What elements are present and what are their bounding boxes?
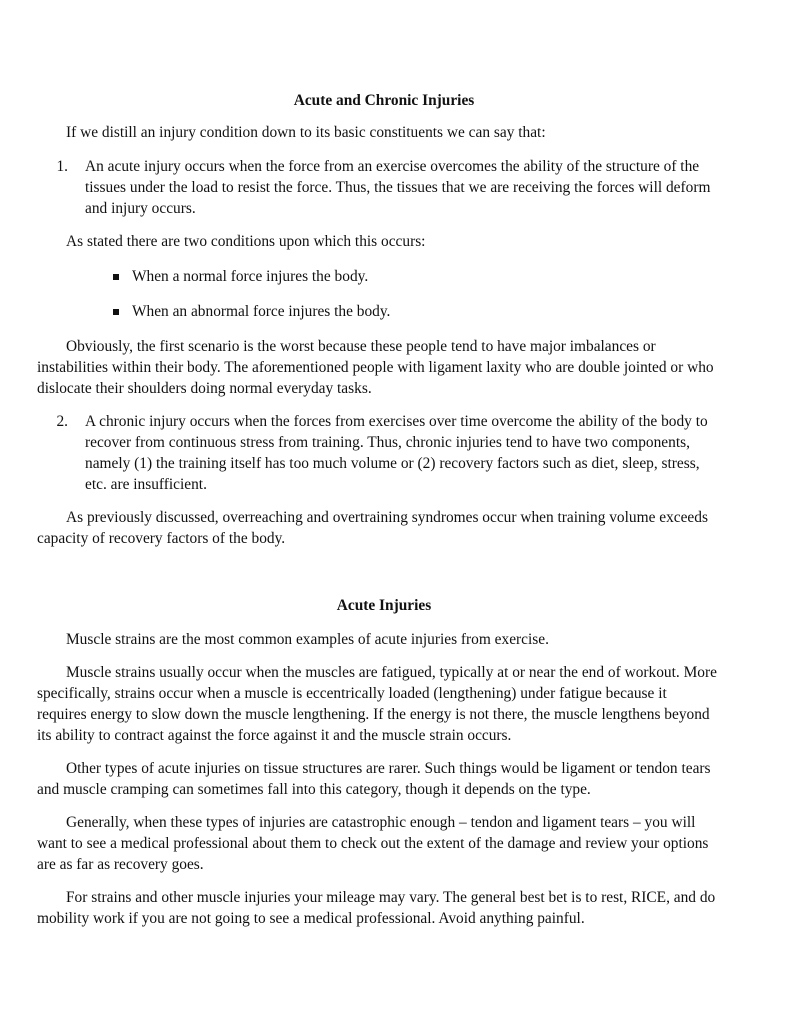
acute-paragraph-5: For strains and other muscle injuries your mileage may vary. The general best bet is to rest, RICE, and do mobility work if you are not going to see a medical professional. Avoid anything painful. [37,889,716,927]
bullet-text: When an abnormal force injures the body. [132,303,391,320]
document-page [37,90,717,929]
bullet-text: When a normal force injures the body. [132,268,369,285]
numbered-item-chronic [37,411,717,495]
section-heading-acute-chronic: Acute and Chronic Injuries [293,92,475,109]
previously-paragraph: As previously discussed, overreaching and overtraining syndromes occur when training volume exceeds capacity of recovery factors of the body. [37,509,708,547]
list-number: 2. [56,413,68,430]
acute-paragraph-1: Muscle strains are the most common examples of acute injuries from exercise. [66,631,549,648]
bullet-icon [113,274,119,280]
numbered-item-acute [37,156,717,219]
acute-paragraph-4: Generally, when these types of injuries are catastrophic enough – tendon and ligament tears – you will want to see a medical professional about them to check out the extent of the damage and review your options are as far as recovery goes. [37,814,709,873]
acute-paragraph-3: Other types of acute injuries on tissue structures are rarer. Such things would be ligament or tendon tears and muscle cramping can sometimes fall into this category, though it depends on the type. [37,760,711,798]
bullet-item [37,301,717,322]
acute-paragraph-2: Muscle strains usually occur when the muscles are fatigued, typically at or near the end of workout. More specifically, strains occur when a muscle is eccentrically loaded (lengthening) under fatigue because it requires energy to slow down the muscle lengthening. If the energy is not there, the muscle lengthens beyond its ability to contract against the force against it and the muscle strain occurs. [37,664,717,744]
list-item-text: An acute injury occurs when the force from an exercise overcomes the ability of the structure of the tissues under the load to resist the force. Thus, the tissues that we are receiving the forces will deform and injury occurs. [85,158,711,217]
list-item-text: A chronic injury occurs when the forces from exercises over time overcome the ability of the body to recover from continuous stress from training. Thus, chronic injuries tend to have two components, namely (1) the training itself has too much volume or (2) recovery factors such as diet, sleep, stress, etc. are insufficient. [85,413,708,493]
conditions-bullet-list [37,266,717,322]
conditions-intro: As stated there are two conditions upon which this occurs: [66,233,426,250]
intro-paragraph: If we distill an injury condition down to its basic constituents we can say that: [66,124,546,141]
obviously-paragraph: Obviously, the first scenario is the worst because these people tend to have major imbalances or instabilities within their body. The aforementioned people with ligament laxity who are double jointed or who dislocate their shoulders doing normal everyday tasks. [37,338,714,397]
bullet-item [37,266,717,287]
section-heading-acute: Acute Injuries [336,597,432,614]
list-number: 1. [56,158,68,175]
bullet-icon [113,309,119,315]
